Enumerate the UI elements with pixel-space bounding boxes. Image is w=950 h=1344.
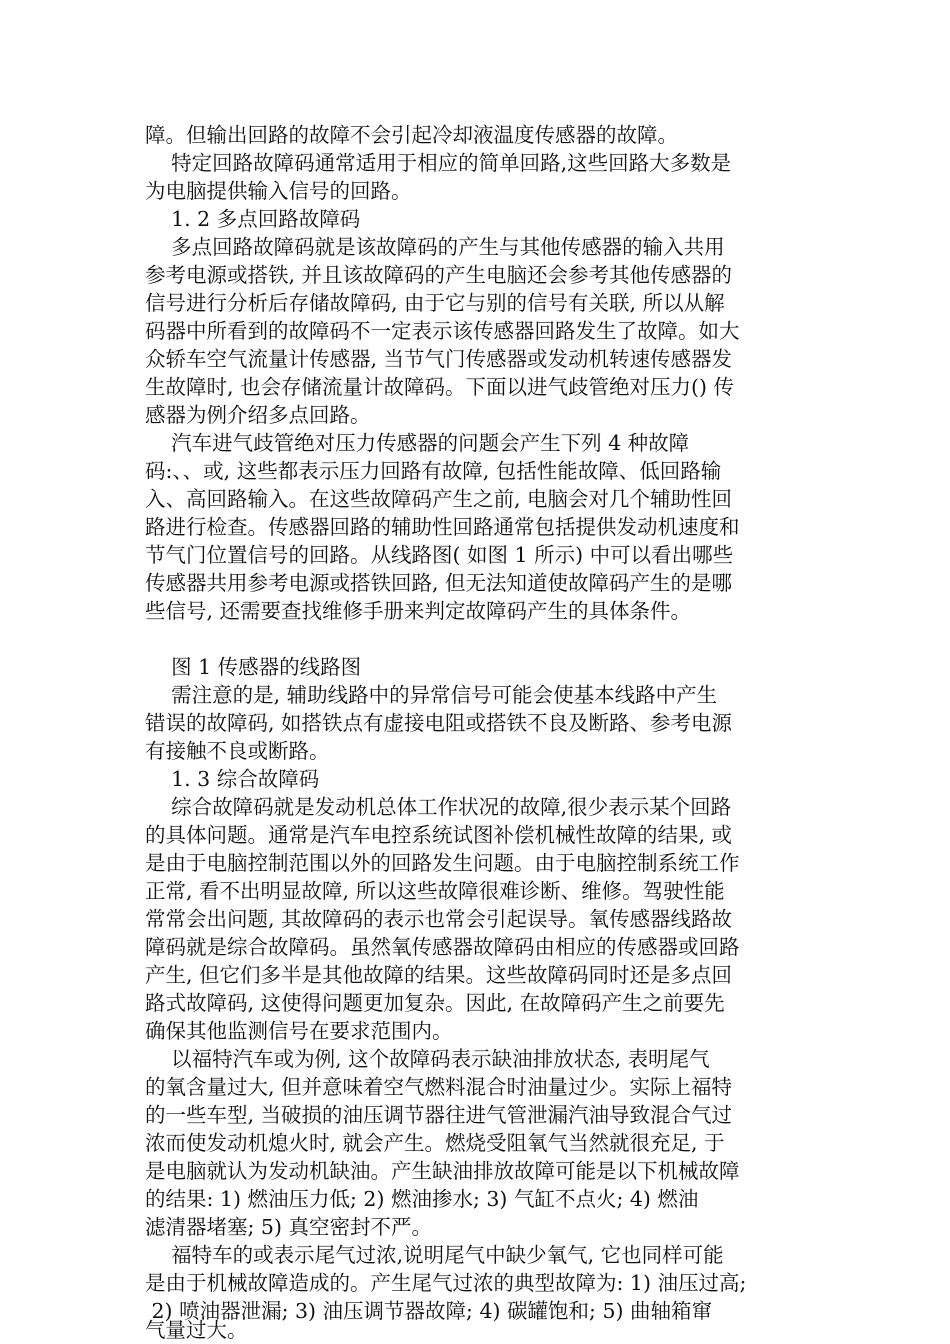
text-line: 有接触不良或断路。 <box>145 739 330 763</box>
text-line: 生故障时, 也会存储流量计故障码。下面以进气歧管绝对压力() 传 <box>145 375 735 399</box>
text-line: 为电脑提供输入信号的回路。 <box>145 179 412 203</box>
text-line: 滤清器堵塞; 5) 真空密封不严。 <box>145 1215 432 1239</box>
text-line: 感器为例介绍多点回路。 <box>145 403 371 427</box>
text-line: 的一些车型, 当破损的油压调节器往进气管泄漏汽油导致混合气过 <box>145 1103 733 1127</box>
text-line: 众轿车空气流量计传感器, 当节气门传感器或发动机转速传感器发 <box>145 347 733 371</box>
text-line: 码器中所看到的故障码不一定表示该传感器回路发生了故障。如大 <box>145 319 740 343</box>
text-line: 障。但输出回路的故障不会引起冷却液温度传感器的故障。 <box>145 123 678 147</box>
text-line: 特定回路故障码通常适用于相应的简单回路,这些回路大多数是 <box>145 151 732 175</box>
section-heading: 1. 3 综合故障码 <box>145 767 320 791</box>
section-heading: 1. 2 多点回路故障码 <box>145 207 361 231</box>
text-line: 多点回路故障码就是该故障码的产生与其他传感器的输入共用 <box>145 235 725 259</box>
text-line: 是电脑就认为发动机缺油。产生缺油排放故障可能是以下机械故障 <box>145 1159 740 1183</box>
text-line: 2) 喷油器泄漏; 3) 油压调节器故障; 4) 碳罐饱和; 5) 曲轴箱窜 <box>145 1299 713 1323</box>
text-line: 节气门位置信号的回路。从线路图( 如图 1 所示) 中可以看出哪些 <box>145 543 734 567</box>
text-line: 入、高回路输入。在这些故障码产生之前, 电脑会对几个辅助性回 <box>145 487 733 511</box>
text-line: 常常会出问题, 其故障码的表示也常会引起误导。氧传感器线路故 <box>145 907 733 931</box>
text-line: 是由于机械故障造成的。产生尾气过浓的典型故障为: 1) 油压过高; <box>145 1271 747 1295</box>
text-line: 气量过大。 <box>145 1318 248 1342</box>
text-line: 产生, 但它们多半是其他故障的结果。这些故障码同时还是多点回 <box>145 963 733 987</box>
text-line: 正常, 看不出明显故障, 所以这些故障很难诊断、维修。驾驶性能 <box>145 879 725 903</box>
text-line: 需注意的是, 辅助线路中的异常信号可能会使基本线路中产生 <box>145 683 718 707</box>
text-line: 的氧含量过大, 但并意味着空气燃料混合时油量过少。实际上福特 <box>145 1075 733 1099</box>
text-line: 是由于电脑控制范围以外的回路发生问题。由于电脑控制系统工作 <box>145 851 740 875</box>
text-line: 路进行检查。传感器回路的辅助性回路通常包括提供发动机速度和 <box>145 515 740 539</box>
text-line: 错误的故障码, 如搭铁点有虚接电阻或搭铁不良及断路、参考电源 <box>145 711 733 735</box>
text-line: 障码就是综合故障码。虽然氧传感器故障码由相应的传感器或回路 <box>145 935 740 959</box>
text-line: 信号进行分析后存储故障码, 由于它与别的信号有关联, 所以从解 <box>145 291 725 315</box>
figure-caption: 图 1 传感器的线路图 <box>145 655 362 679</box>
text-line: 码:、、或, 这些都表示压力回路有故障, 包括性能故障、低回路输 <box>145 459 722 483</box>
text-line: 参考电源或搭铁, 并且该故障码的产生电脑还会参考其他传感器的 <box>145 263 733 287</box>
text-line: 路式故障码, 这使得问题更加复杂。因此, 在故障码产生之前要先 <box>145 991 725 1015</box>
text-line: 的具体问题。通常是汽车电控系统试图补偿机械性故障的结果, 或 <box>145 823 733 847</box>
blank-line <box>145 625 825 653</box>
text-line: 以福特汽车或为例, 这个故障码表示缺油排放状态, 表明尾气 <box>145 1047 710 1071</box>
text-line: 综合故障码就是发动机总体工作状况的故障,很少表示某个回路 <box>145 795 732 819</box>
text-line: 汽车进气歧管绝对压力传感器的问题会产生下列 4 种故障 <box>145 431 690 455</box>
text-line: 福特车的或表示尾气过浓,说明尾气中缺少氧气, 它也同样可能 <box>145 1243 724 1267</box>
text-line: 浓而使发动机熄火时, 就会产生。燃烧受阻氧气当然就很充足, 于 <box>145 1131 725 1155</box>
text-line: 确保其他监测信号在要求范围内。 <box>145 1019 453 1043</box>
text-line: 传感器共用参考电源或搭铁回路, 但无法知道使故障码产生的是哪 <box>145 571 733 595</box>
text-line: 些信号, 还需要查找维修手册来判定故障码产生的具体条件。 <box>145 599 692 623</box>
text-line: 的结果: 1) 燃油压力低; 2) 燃油掺水; 3) 气缸不点火; 4) 燃油 <box>145 1187 699 1211</box>
